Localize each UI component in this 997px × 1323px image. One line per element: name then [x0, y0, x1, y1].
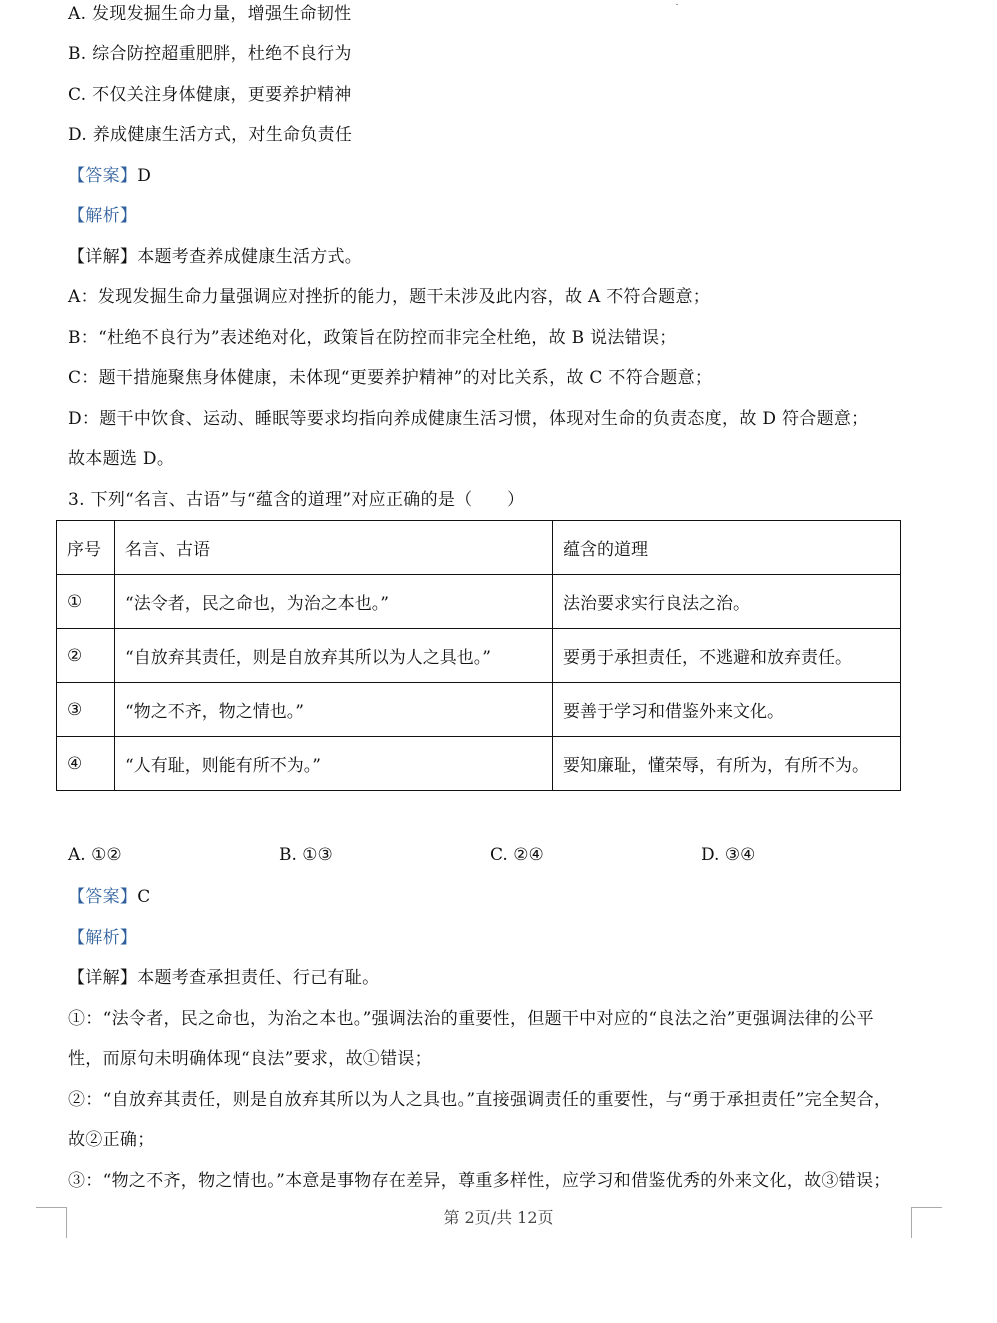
- analysis-p1-line1: ①：“法令者，民之命也，为治之本也。”强调法治的重要性，但题干中对应的“良法之治”更强调法律的公平: [68, 1009, 874, 1029]
- page-footer: 第 2页/共 12页: [443, 1208, 554, 1227]
- q3-option-a: A. ①②: [68, 845, 122, 865]
- q3-option-d: D. ③④: [701, 845, 756, 865]
- analysis-a: A：发现发掘生命力量强调应对挫折的能力，题干未涉及此内容，故 A 不符合题意；: [68, 287, 711, 307]
- table-cell: “自放弃其责任，则是自放弃其所以为人之具也。”: [115, 629, 553, 683]
- header-cell: 蕴含的道理: [553, 521, 901, 575]
- table-cell: “人有耻，则能有所不为。”: [115, 737, 553, 791]
- answer-label: 【答案】: [68, 887, 138, 907]
- question-3-stem: 3. 下列“名言、古语”与“蕴含的道理”对应正确的是（ ）: [68, 490, 525, 510]
- scan-speck: [676, 4, 678, 5]
- analysis-label-q2: 【解析】: [68, 206, 138, 226]
- table-cell: “物之不齐，物之情也。”: [115, 683, 553, 737]
- detail-heading-q2: 【详解】本题考查养成健康生活方式。: [68, 247, 363, 267]
- analysis-p1-line2: 性，而原句未明确体现“良法”要求，故①错误；: [68, 1049, 432, 1069]
- answer-q2: [68, 165, 151, 187]
- q3-options: [68, 845, 968, 867]
- table-cell: 要勇于承担责任，不逃避和放弃责任。: [553, 629, 901, 683]
- conclusion-q2: 故本题选 D。: [68, 449, 175, 469]
- answer-label: 【答案】: [68, 166, 138, 186]
- analysis-d: D：题干中饮食、运动、睡眠等要求均指向养成健康生活习惯，体现对生命的负责态度，故 D 符合题意；: [68, 409, 869, 429]
- analysis-label-q3: 【解析】: [68, 928, 138, 948]
- answer-value: C: [137, 887, 151, 907]
- header-cell: 序号: [57, 521, 115, 575]
- option-a: A. 发现发掘生命力量，增强生命韧性: [68, 4, 352, 24]
- header-cell: 名言、古语: [115, 521, 553, 575]
- option-d: D. 养成健康生活方式，对生命负责任: [68, 125, 353, 145]
- table-cell: 法治要求实行良法之治。: [553, 575, 901, 629]
- q3-option-c: C. ②④: [490, 845, 544, 865]
- quote-table: [56, 520, 901, 791]
- analysis-b: B：“杜绝不良行为”表述绝对化，政策旨在防控而非完全杜绝，故 B 说法错误；: [68, 328, 677, 348]
- analysis-p2-line2: 故②正确；: [68, 1130, 155, 1150]
- table-header-row: [57, 521, 901, 575]
- table-cell: ③: [57, 683, 115, 737]
- option-c: C. 不仅关注身体健康，更要养护精神: [68, 85, 352, 105]
- table-cell: ②: [57, 629, 115, 683]
- table-row: [57, 737, 901, 791]
- answer-q3: [68, 886, 151, 908]
- table-cell: ④: [57, 737, 115, 791]
- analysis-p2-line1: ②：“自放弃其责任，则是自放弃其所以为人之具也。”直接强调责任的重要性，与“勇于承担责任”完全契合，: [68, 1090, 892, 1110]
- answer-value: D: [137, 166, 152, 186]
- q3-option-b: B. ①③: [279, 845, 333, 865]
- analysis-c: C：题干措施聚焦身体健康，未体现“更要养护精神”的对比关系，故 C 不符合题意；: [68, 368, 713, 388]
- table-cell: “法令者，民之命也，为治之本也。”: [115, 575, 553, 629]
- table-cell: 要善于学习和借鉴外来文化。: [553, 683, 901, 737]
- option-b: B. 综合防控超重肥胖，杜绝不良行为: [68, 44, 352, 64]
- table-cell: ①: [57, 575, 115, 629]
- table-cell: 要知廉耻，懂荣辱，有所为，有所不为。: [553, 737, 901, 791]
- table-row: [57, 575, 901, 629]
- table-row: [57, 683, 901, 737]
- analysis-p3-line1: ③：“物之不齐，物之情也。”本意是事物存在差异，尊重多样性，应学习和借鉴优秀的外来文化，故③错误；: [68, 1171, 891, 1191]
- table-row: [57, 629, 901, 683]
- detail-heading-q3: 【详解】本题考查承担责任、行己有耻。: [68, 968, 380, 988]
